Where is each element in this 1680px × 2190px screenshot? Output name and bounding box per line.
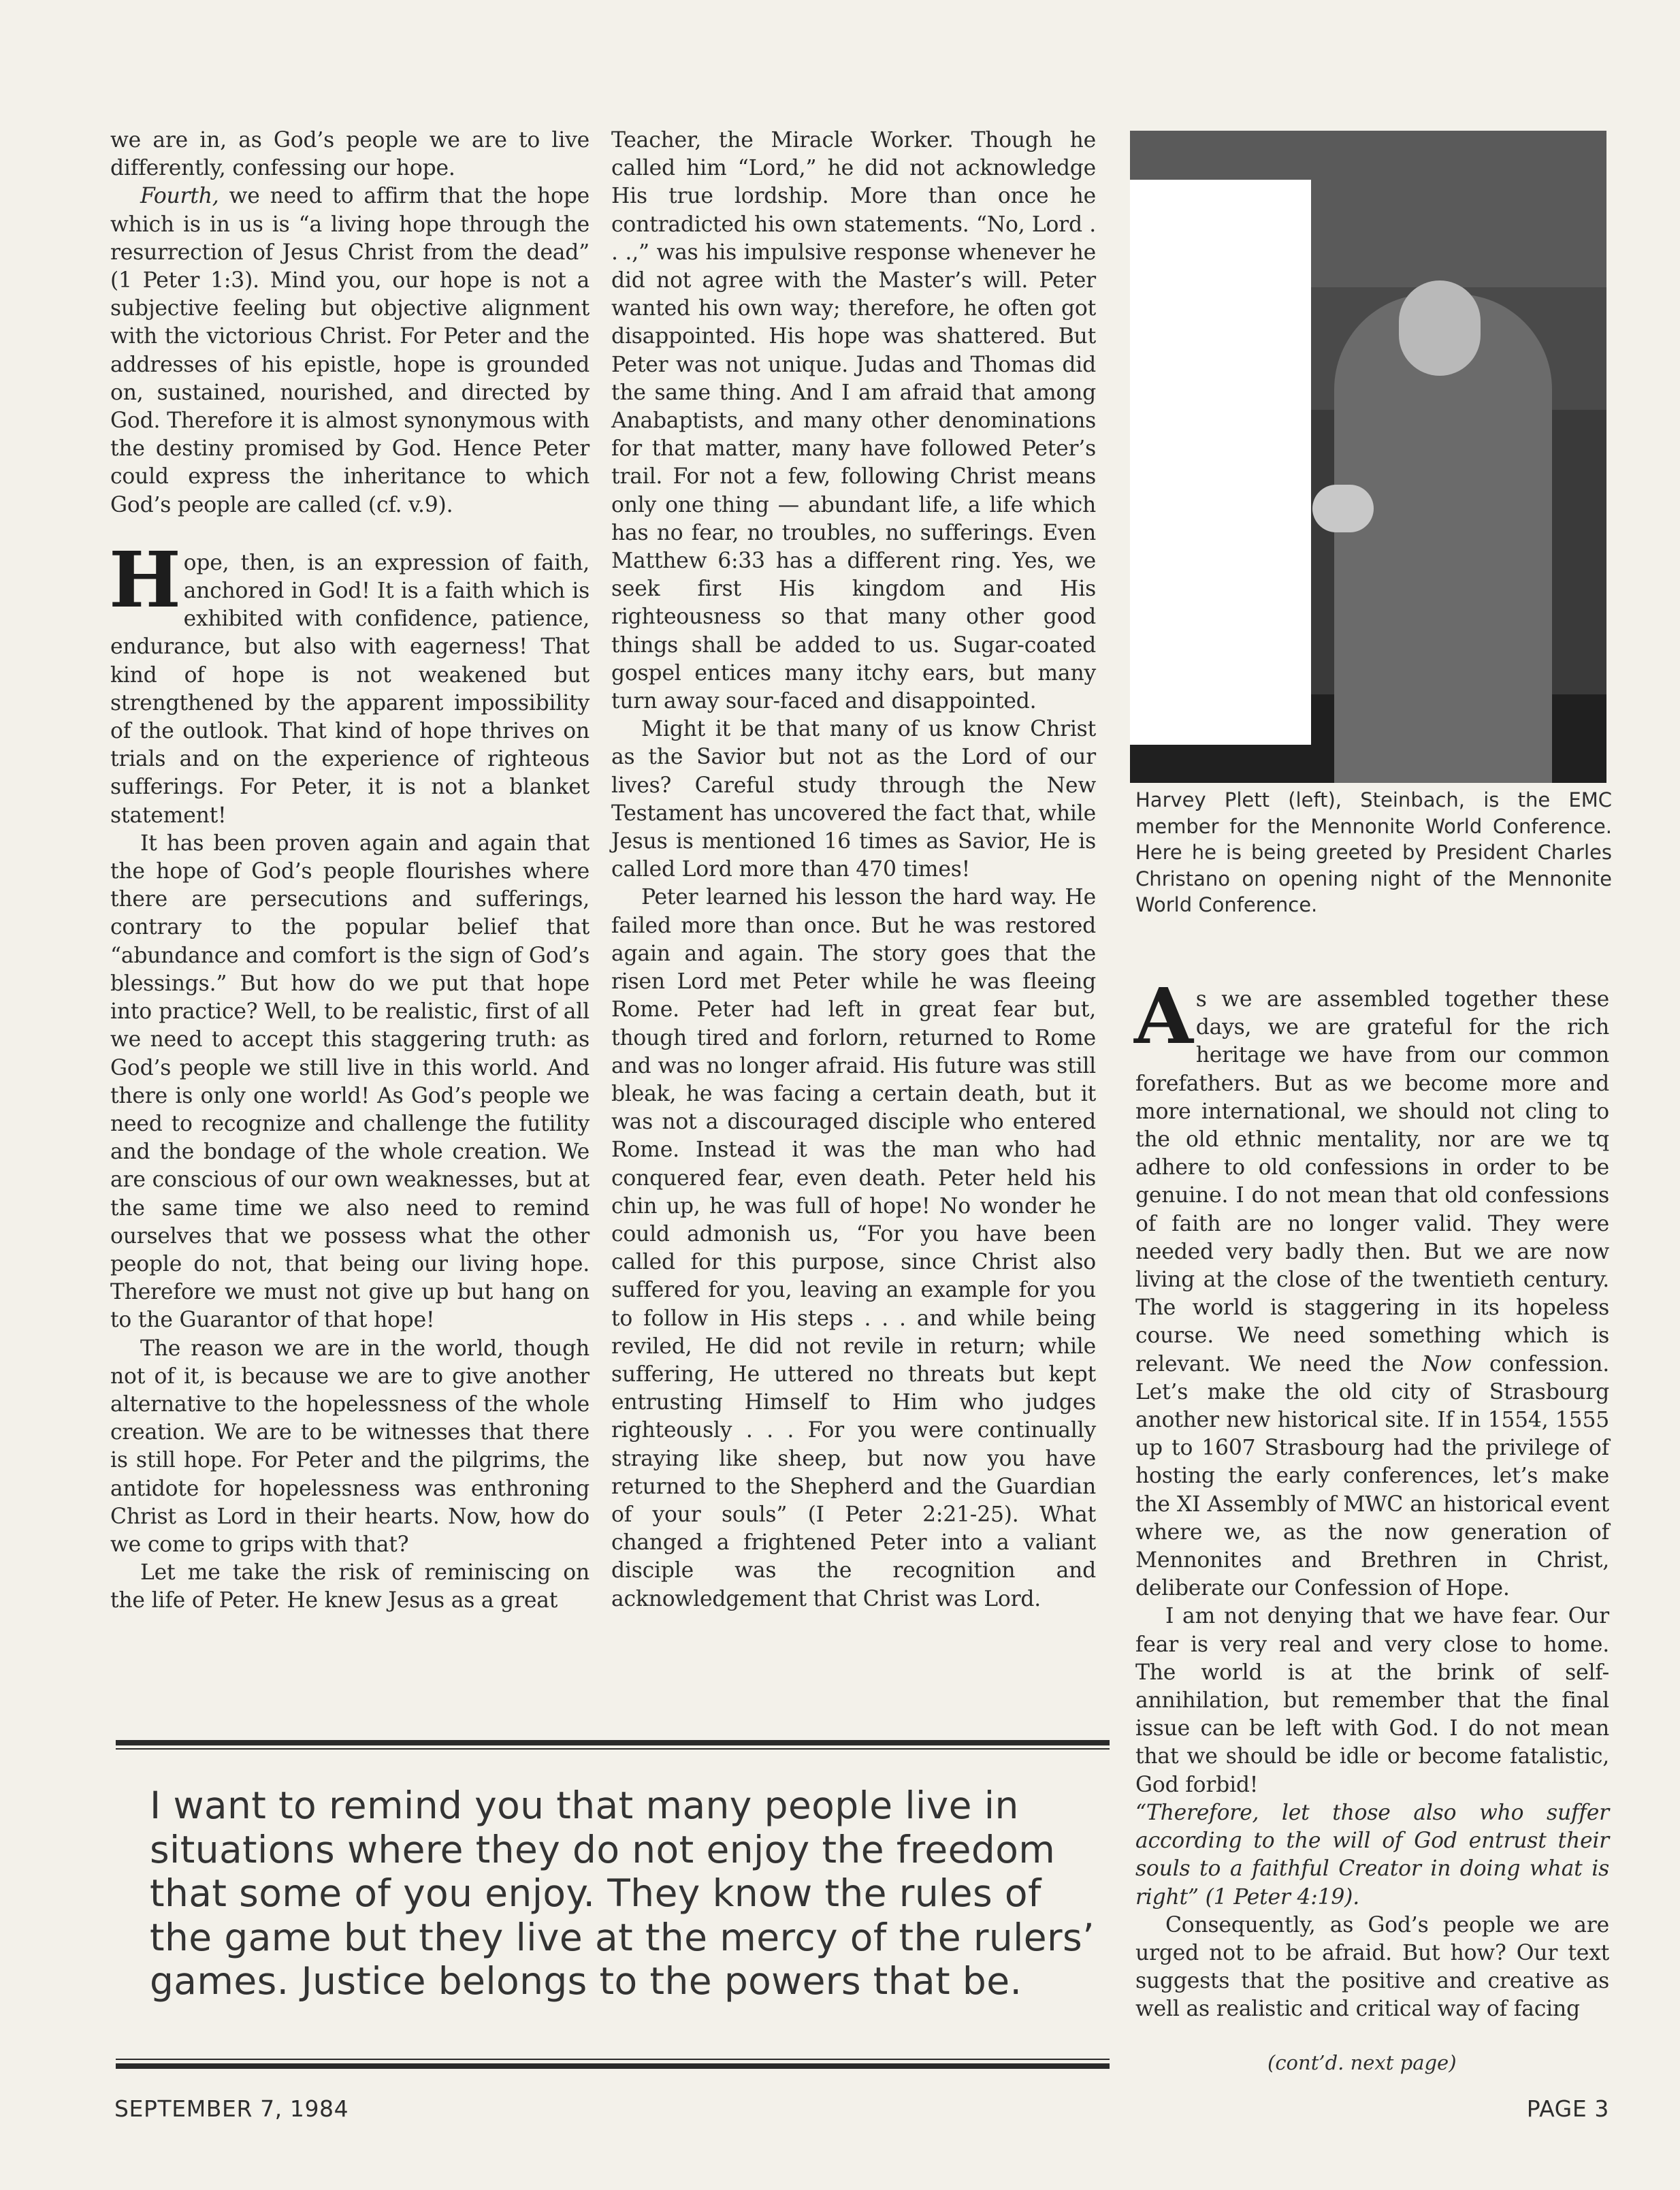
person-head bbox=[1399, 280, 1481, 376]
rule-bottom-thick bbox=[116, 2063, 1110, 2069]
paragraph: It has been proven again and again that the hope of God’s people flourishes where there are persecutions and sufferings, contrary to the popular belief that “abundance and comfort is the sign of God’s blessings.” But how do we put that hope into practice? Well, to be realistic, first of all we need to accept this staggering truth: as God’s people we still live in this world. And there is only one world! As God’s people we need to recognize and challenge the futility and the bondage of the whole creation. We are conscious of our own weaknesses, but at the same time we also need to remind ourselves that we possess what the other people do not, that being our living hope. Therefore we must not give up but hang on to the Guarantor of that hope! bbox=[110, 831, 589, 1333]
continued-note: (cont’d. next page) bbox=[1267, 2051, 1457, 2074]
redacted-area bbox=[1130, 180, 1311, 745]
emphasis: Now bbox=[1421, 1351, 1472, 1376]
paragraph-text: confession. Let’s make the old city of Strasbourg another new historical site. If in 1554, 1555 up to 1607 Strasbourg had the privilege of hosting the early conferences, let’s make the XI Assembly of MWC an historical event where we, as the now generation of Mennonites and Brethren in Christ, deliberate our Confession of Hope. bbox=[1135, 1351, 1610, 1601]
footer-date: SEPTEMBER 7, 1984 bbox=[114, 2095, 349, 2122]
page-number: PAGE 3 bbox=[1526, 2095, 1609, 2122]
paragraph bbox=[110, 182, 589, 519]
paragraph: Teacher, the Miracle Worker. Though he called him “Lord,” he did not acknowledge His true lordship. More than once he contradicted his own statements. “No, Lord . . .,” was his impulsive response whenever he did not agree with the Master’s will. Peter wanted his own way; therefore, he often got disappointed. His hope was shattered. But Peter was not unique. Judas and Thomas did the same thing. And I am afraid that among Anabaptists, and many other denominations for that matter, many have followed Peter’s trail. For not a few, following Christ means only one thing — abundant life, a life which has no fear, no troubles, no sufferings. Even Matthew 6:33 has a different ring. Yes, we seek first His kingdom and His righteousness so that many other good things shall be added to us. Sugar-coated gospel entices many itchy ears, but many turn away sour-faced and disappointed. bbox=[611, 128, 1096, 714]
rule-top-thin bbox=[116, 1748, 1110, 1750]
paragraph-dropcap bbox=[1134, 972, 1610, 1603]
article-column-3 bbox=[1134, 972, 1610, 2024]
paragraph-text: ope, then, is an expression of faith, anchored in God! It is a faith which is exhibited with confidence, patience, endurance, but also with eagerness! That kind of hope is not weakened but strengthened by the apparent impossibility of the outlook. That kind of hope thrives on trials and on the experience of righteous sufferings. For Peter, it is not a blanket statement! bbox=[110, 550, 589, 828]
paragraph: Might it be that many of us know Christ as the Savior but not as the Lord of our lives? Careful study through the New Testament has uncovered the fact that, while Jesus is mentioned 16 times as Savior, He is called Lord more than 470 times! bbox=[611, 717, 1096, 882]
paragraph: The reason we are in the world, though not of it, is because we are to give another alternative to the hopelessness of the whole creation. We are to be witnesses that there is still hope. For Peter and the pilgrims, the antidote for hopelessness was enthroning Christ as Lord in their hearts. Now, how do we come to grips with that? bbox=[110, 1336, 589, 1557]
paragraph: we are in, as God’s people we are to live differently, confessing our hope. bbox=[110, 128, 589, 181]
rule-bottom-thin bbox=[116, 2059, 1110, 2060]
scripture-quote: “Therefore, let those also who suffer according to the will of God entrust their souls to a faithful Creator in doing what is right” (1 Peter 4:19). bbox=[1135, 1800, 1609, 1910]
paragraph-dropcap bbox=[109, 535, 589, 830]
pull-quote: I want to remind you that many people live in situations where they do not enjoy the freedom that some of you enjoy. They know the rules of the game but they live at the mercy of the rulers’ games. Justice belongs to the powers that be. bbox=[150, 1784, 1095, 2003]
rule-top-thick bbox=[116, 1740, 1110, 1745]
paragraph: I am not denying that we have fear. Our fear is very real and very close to home. The world is at the brink of self-annihilation, but remember that the final issue can be left with God. I do not mean that we should be idle or become fatalistic, God forbid! bbox=[1135, 1604, 1609, 1797]
dropcap: A bbox=[1134, 972, 1193, 1061]
paragraph: Let me take the risk of reminiscing on the life of Peter. He knew Jesus as a great bbox=[110, 1560, 589, 1613]
paragraph-text: we need to affirm that the hope which is in us is “a living hope through the resurrection of Jesus Christ from the dead” (1 Peter 1:3). Mind you, our hope is not a subjective feeling but objective alignment with the victorious Christ. For Peter and the addresses of his epistle, hope is grounded on, sustained, nourished, and directed by God. Therefore it is almost synonymous with the destiny promised by God. Hence Peter could express the inheritance to which God’s people are called (cf. v.9). bbox=[110, 184, 589, 517]
paragraph: Peter learned his lesson the hard way. He failed more than once. But he was restored again and again. The story goes that the risen Lord met Peter while he was fleeing Rome. Peter had left in great fear but, though tired and forlorn, returned to Rome and was no longer afraid. His future was still bleak, he was facing a certain death, but it was not a discouraged disciple who entered Rome. Instead it was the man who had conquered fear, even death. Peter held his chin up, he was full of hope! No wonder he could admonish us, “For you have been called for this purpose, since Christ also suffered for you, leaving an example for you to follow in His steps . . . and while being reviled, He did not revile in return; while suffering, He uttered no threats but kept entrusting Himself to Him who judges righteously . . . For you were continually straying like sheep, but now you have returned to the Shepherd and the Guardian of your souls” (I Peter 2:21-25). What changed a frightened Peter into a valiant disciple was the recognition and acknowledgement that Christ was Lord. bbox=[611, 885, 1096, 1611]
photo-caption: Harvey Plett (left), Steinbach, is the EMC member for the Mennonite World Conference. Here he is being greeted by President Charles Christano on opening night of the Mennonite World Conference. bbox=[1135, 788, 1612, 917]
photo bbox=[1130, 131, 1606, 783]
paragraph: Consequently, as God’s people we are urged not to be afraid. But how? Our text suggests that the positive and creative as well as realistic and critical way of facing bbox=[1135, 1912, 1609, 2022]
paragraph-text: s we are assembled together these days, we are grateful for the rich heritage we have from our common forefathers. But as we become more and more international, we should not cling to the old ethnic mentality, nor are we tq adhere to old confessions in order to be genuine. I do not mean that old confessions of faith are no longer valid. They were needed very badly then. But we are now living at the close of the twentieth century. The world is staggering in its hopeless course. We need something which is relevant. We need the bbox=[1135, 987, 1609, 1376]
article-column-1 bbox=[110, 127, 589, 1615]
article-column-2 bbox=[611, 127, 1096, 1613]
handshake bbox=[1312, 485, 1374, 532]
dropcap: H bbox=[109, 535, 181, 625]
paragraph-lead: Fourth, bbox=[140, 184, 219, 209]
